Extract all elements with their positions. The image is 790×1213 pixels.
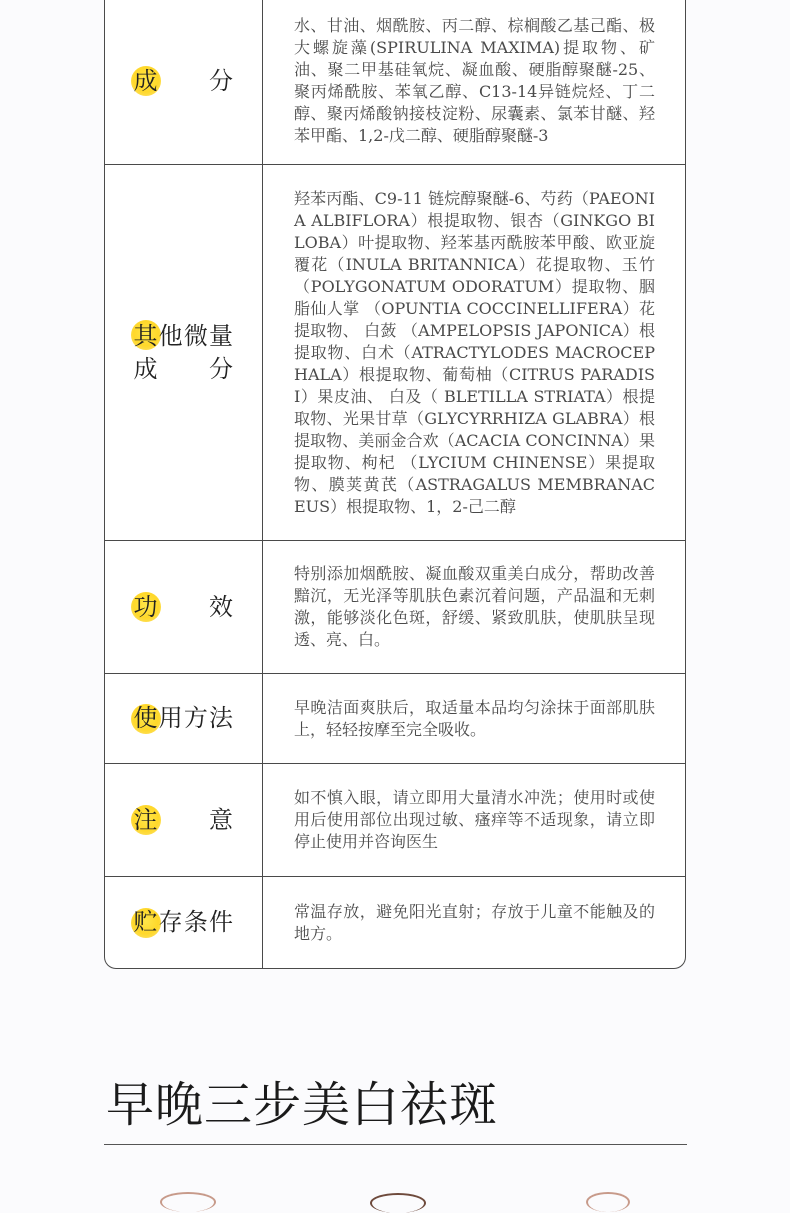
spec-label-cell — [105, 541, 263, 673]
spec-row-efficacy — [105, 540, 685, 673]
spec-content: 如不慎入眼，请立即用大量清水冲洗；使用时或使用后使用部位出现过敏、瘙痒等不适现象，请立即停止使用并咨询医生 — [294, 788, 655, 851]
spec-content: 早晚洁面爽肤后，取适量本品均匀涂抹于面部肌肤上，轻轻按摩至完全吸收。 — [294, 697, 655, 739]
step-circle-decoration — [370, 1193, 426, 1213]
spec-label-cell — [105, 0, 263, 164]
spec-label: 成分 — [133, 66, 234, 95]
spec-content: 羟苯丙酯、C9-11 链烷醇聚醚-6、芍药（PAEONIA ALBIFLORA）根提取物、银杏（GINKGO BILOBA）叶提取物、羟苯基丙酰胺苯甲酸、欧亚旋覆花（INULA BRITANNICA）花提取物、玉竹（POLYGONATUM ODORATUM）提取物、胭脂仙人掌 （OPUNTIA COCCINELLIFERA）花提取物、 白蔹 （AMPELOPSIS JAPONICA）根提取物、白术（ATRACTYLODES MACROCEPHALA）根提取物、葡萄柚（CITRUS PARADISI）果皮油、 白及（ BLETILLA STRIATA）根提取物、光果甘草（GLYCYRRHIZA GLABRA）根提取物、美丽金合欢（ACACIA CONCINNA）果提取物、枸杞 （LYCIUM CHINENSE）果提取物、膜荚黄芪（ASTRAGALUS MEMBRANACEUS）根提取物、1，2-己二醇 — [294, 188, 655, 516]
spec-content: 水、甘油、烟酰胺、丙二醇、棕榈酸乙基己酯、极大螺旋藻(SPIRULINA MAXIMA)提取物、矿油、聚二甲基硅氧烷、凝血酸、硬脂醇聚醚-25、聚丙烯酰胺、苯氧乙醇、C13-14异链烷烃、丁二醇、聚丙烯酸钠接枝淀粉、尿囊素、氯苯甘醚、羟苯甲酯、1,2-戊二醇、硬脂醇聚醚-3 — [294, 16, 655, 145]
spec-row-storage — [105, 876, 685, 968]
spec-label-cell — [105, 165, 263, 540]
step-circle-decoration — [586, 1192, 630, 1212]
spec-label: 功效 — [133, 592, 234, 621]
spec-row-trace-ingredients — [105, 164, 685, 540]
spec-row-caution — [105, 763, 685, 876]
spec-label-cell — [105, 674, 263, 763]
spec-label: 使用方法 — [133, 704, 234, 732]
spec-label-cell — [105, 877, 263, 968]
spec-label: 其他微量成分 — [133, 321, 234, 383]
spec-content: 常温存放，避免阳光直射；存放于儿童不能触及的地方。 — [294, 901, 655, 943]
product-spec-table — [104, 0, 686, 969]
section-title: 早晚三步美白祛斑 — [106, 1077, 499, 1133]
spec-label: 贮存条件 — [133, 908, 234, 936]
step-circle-decoration — [160, 1192, 216, 1212]
spec-label-cell — [105, 764, 263, 876]
spec-label: 注意 — [133, 805, 234, 834]
spec-row-usage — [105, 673, 685, 763]
spec-content: 特别添加烟酰胺、凝血酸双重美白成分，帮助改善黯沉，无光泽等肌肤色素沉着问题，产品温和无刺激，能够淡化色斑，舒缓、紧致肌肤，使肌肤呈现透、亮、白。 — [294, 564, 655, 649]
section-divider — [104, 1144, 687, 1145]
spec-row-ingredients — [105, 0, 685, 164]
